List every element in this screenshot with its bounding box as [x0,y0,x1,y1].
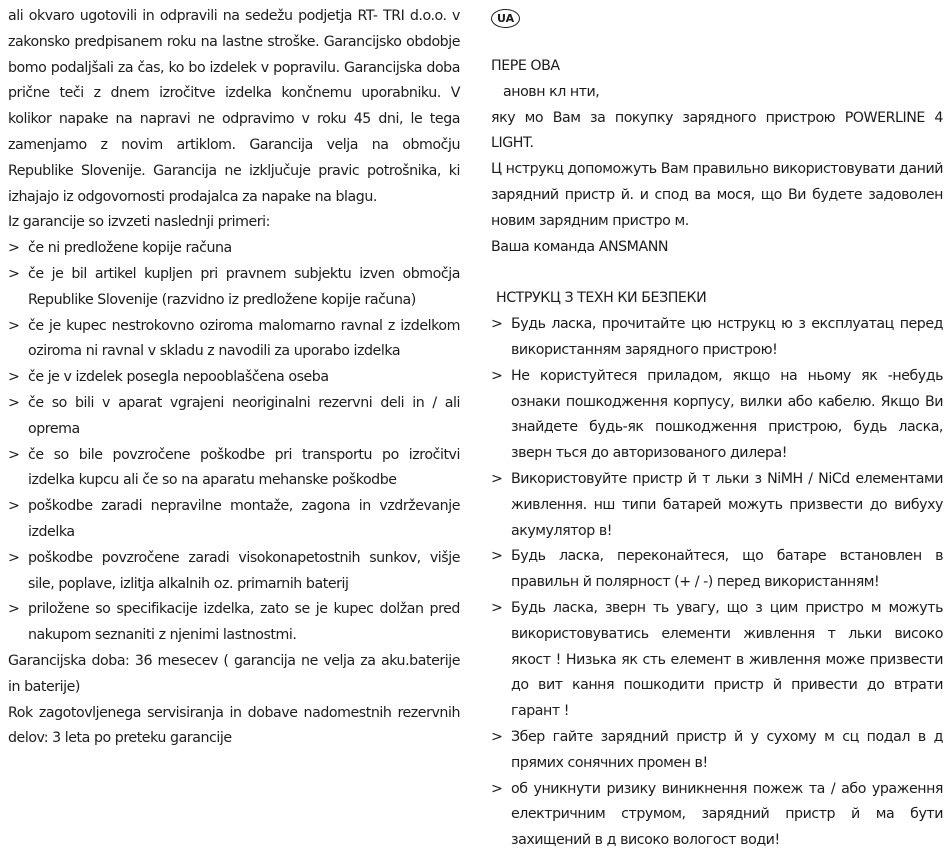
bullet-marker: > [491,316,503,333]
list-item: > Не користуйтеся приладом, якщо на ньому як -небудь ознаки пошкодження корпусу, вилки або кабелю. Якщо Ви знайдете будь-як пошкодження пристрою, будь ласка, зверн ться до авторизованого дилера! [491,364,943,467]
bullet-marker: > [8,601,20,618]
bullet-marker: > [491,780,503,797]
bullet-marker: > [491,728,503,745]
bullet-marker: > [8,369,20,386]
thanks-line: яку мо Вам за покупку зарядного пристрою POWERLINE 4 LIGHT. [491,109,943,152]
bullet-marker: > [8,317,20,334]
list-item: > če je kupec nestrokovno oziroma malomarno ravnal z izdelkom oziroma ni ravnal v skladu z navodili za uporabo izdelka [8,314,460,366]
list-item: > če so bili v aparat vgrajeni neoriginalni rezervni deli in / ali oprema [8,391,460,443]
list-item: > če je bil artikel kupljen pri pravnem subjektu izven območja Republike Slovenije (razvidno iz predložene kopije računa) [8,262,460,314]
greeting: ановн кл нти, [503,83,600,100]
bullet-marker: > [8,549,20,566]
warranty-paragraph: ali okvaro ugotovili in odpravili na sedežu podjetja RT- TRI d.o.o. v zakonsko predpisanem roku na lastne stroške. Garancijsko obdobje bomo podaljšali za čas, ko bo izdelek v popravilu. Garancijska doba prične teči z dnem izročitve izdelka končnemu uporabniku. V kolikor napake na napravi ne odpravimo v roku 45 dni, le tega zamenjamo z novim artiklom. Garancija velja na območju Republike Slovenije. Garancija ne izključuje pravic potrošnika, ki izhajajo iz odgovornosti prodajalca za napake na blagu. [8,8,460,205]
bullet-marker: > [8,240,20,257]
exclusions-list [8,236,460,649]
safety-heading: НСТРУКЦ З ТЕХН КИ БЕЗПЕКИ [496,290,707,307]
help-line: зарядний пристр й. и спод ва мося, що Ви будете задоволен [491,186,943,203]
service-period: Rok zagotovljenega servisiranja in dobave nadomestnih rezervnih delov: 3 leta po preteku garancije [8,704,460,747]
warranty-period: Garancijska doba: 36 mesecev ( garancija ne velja za aku.baterije in baterije) [8,652,460,695]
safety-list [491,312,943,854]
list-item: > Будь ласка, прочитайте цю нструкц ю з експлуатац перед використанням зарядного пристрою! [491,312,943,364]
signature: Ваша команда ANSMANN [491,238,669,255]
bullet-marker: > [491,470,503,487]
list-item: > poškodbe povzročene zaradi visokonapetostnih sunkov, višje sile, poplave, izlitja alkalnih oz. primarnih baterij [8,546,460,598]
list-item: > Будь ласка, переконайтеся, що батаре встановлен в правильн й полярност (+ / -) перед використанням! [491,544,943,596]
bullet-marker: > [8,394,20,411]
help-line: Ц нструкц допоможуть Вам правильно використовувати даний [491,161,943,178]
list-item: > poškodbe zaradi nepravilne montaže, zagona in vzdrževanje izdelka [8,494,460,546]
ukrainian-column [491,4,943,854]
exclusions-intro: Iz garancije so izvzeti naslednji primeri: [8,214,270,231]
bullet-marker: > [491,367,503,384]
list-item: > če ni predložene kopije računa [8,236,460,262]
bullet-marker: > [8,498,20,515]
bullet-marker: > [8,265,20,282]
section-title: ПЕРЕ ОВА [491,58,560,74]
list-item: > Будь ласка, зверн ть увагу, що з цим пристро м можуть використовуватись елементи живлення т льки високо якост ! Низька як сть елемент в живлення може призвести до вит кання пошкодити пристр й привести до втрати гарант ! [491,596,943,725]
list-item: > Збер гайте зарядний пристр й у сухому м сц подал в д прямих сонячних промен в! [491,725,943,777]
list-item: > če je v izdelek posegla nepooblaščena oseba [8,365,460,391]
list-item: > об уникнути ризику виникнення пожеж та / або ураження електричним струмом, зарядний пристр й ма бути захищений в д високо вологост води! [491,777,943,854]
list-item: > če so bile povzročene poškodbe pri transportu po izročitvi izdelka kupcu ali če so na aparatu mehanske poškodbe [8,443,460,495]
slovenian-warranty-column [8,4,460,752]
bullet-marker: > [491,548,503,565]
bullet-marker: > [8,446,20,463]
help-line: новим зарядним пристро м. [491,212,689,229]
language-badge: UA [491,9,520,28]
list-item: > priložene so specifikacije izdelka, zato se je kupec dolžan pred nakupom seznaniti z njenimi lastnostmi. [8,597,460,649]
list-item: > Використовуйте пристр й т льки з NiMH / NiCd елементами живлення. нш типи батарей можуть призвести до вибуху акумулятор в! [491,467,943,544]
bullet-marker: > [491,599,503,616]
